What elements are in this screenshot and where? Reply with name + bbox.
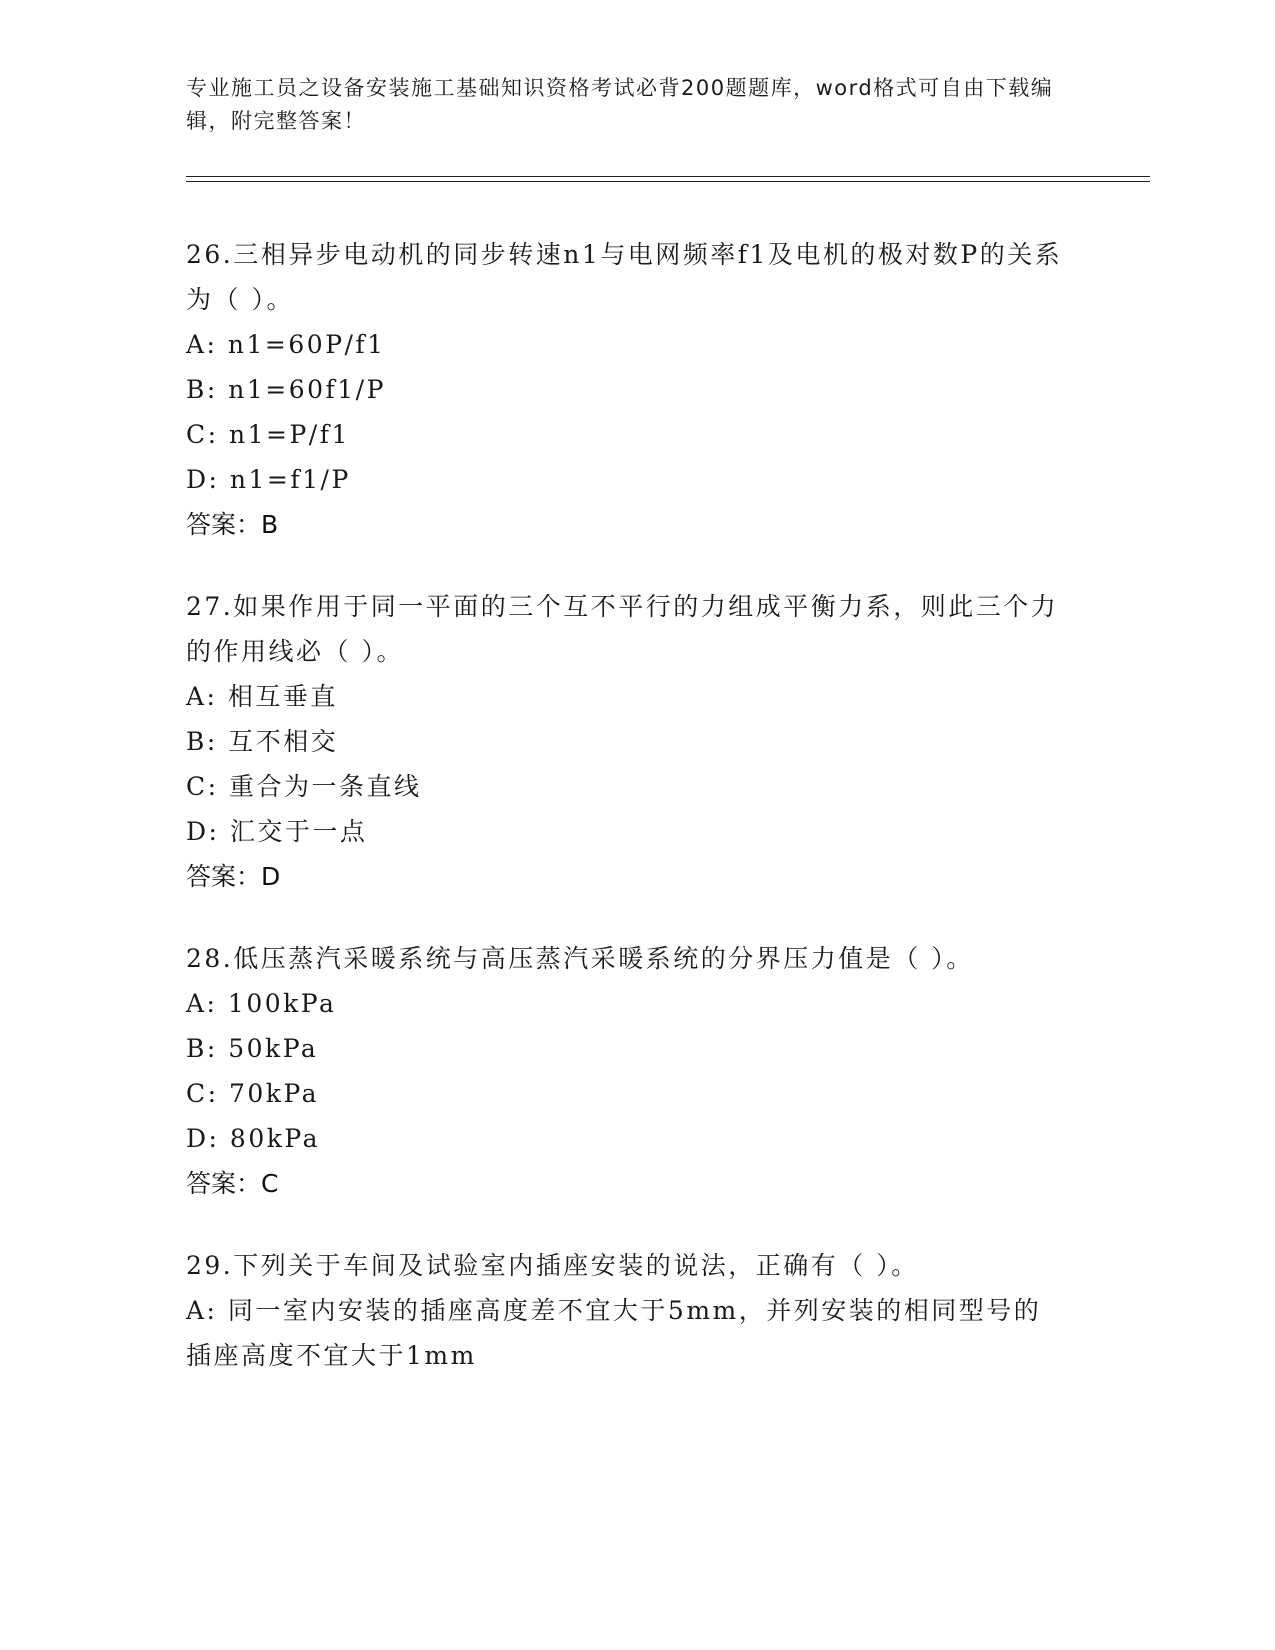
question-29	[186, 1243, 1066, 1378]
question-stem: 29.下列关于车间及试验室内插座安装的说法，正确有（ ）。	[186, 1251, 919, 1280]
header-text: 专业施工员之设备安装施工基础知识资格考试必背200题题库，word格式可自由下载编辑，附完整答案！	[186, 76, 1054, 133]
option-d: D: n1=f1/P	[186, 465, 351, 494]
answer-label: 答案：B	[186, 510, 279, 539]
question-28	[186, 936, 1066, 1206]
answer-label: 答案：C	[186, 1169, 279, 1198]
option-d: D: 汇交于一点	[186, 817, 368, 846]
question-27	[186, 584, 1066, 899]
option-c: C: 重合为一条直线	[186, 772, 422, 801]
option-b: B: n1=60f1/P	[186, 375, 386, 404]
option-a: A: 相互垂直	[186, 682, 338, 711]
question-26	[186, 232, 1066, 547]
option-c: C: n1=P/f1	[186, 420, 350, 449]
question-stem: 28.低压蒸汽采暖系统与高压蒸汽采暖系统的分界压力值是（ ）。	[186, 944, 974, 973]
option-b: B: 50kPa	[186, 1034, 319, 1063]
question-stem: 26.三相异步电动机的同步转速n1与电网频率f1及电机的极对数P的关系为（ ）。	[186, 240, 1063, 314]
header-divider-bottom	[186, 181, 1150, 182]
document-header	[186, 72, 1066, 138]
answer-label: 答案：D	[186, 862, 281, 891]
question-list	[186, 232, 1066, 1415]
option-a: A: 同一室内安装的插座高度差不宜大于5mm，并列安装的相同型号的插座高度不宜大于1mm	[186, 1296, 1042, 1370]
option-a: A: 100kPa	[186, 989, 337, 1018]
option-d: D: 80kPa	[186, 1124, 320, 1153]
option-c: C: 70kPa	[186, 1079, 320, 1108]
option-a: A: n1=60P/f1	[186, 330, 386, 359]
header-divider-top	[186, 176, 1150, 177]
option-b: B: 互不相交	[186, 727, 339, 756]
question-stem: 27.如果作用于同一平面的三个互不平行的力组成平衡力系，则此三个力的作用线必（ ）。	[186, 592, 1059, 666]
